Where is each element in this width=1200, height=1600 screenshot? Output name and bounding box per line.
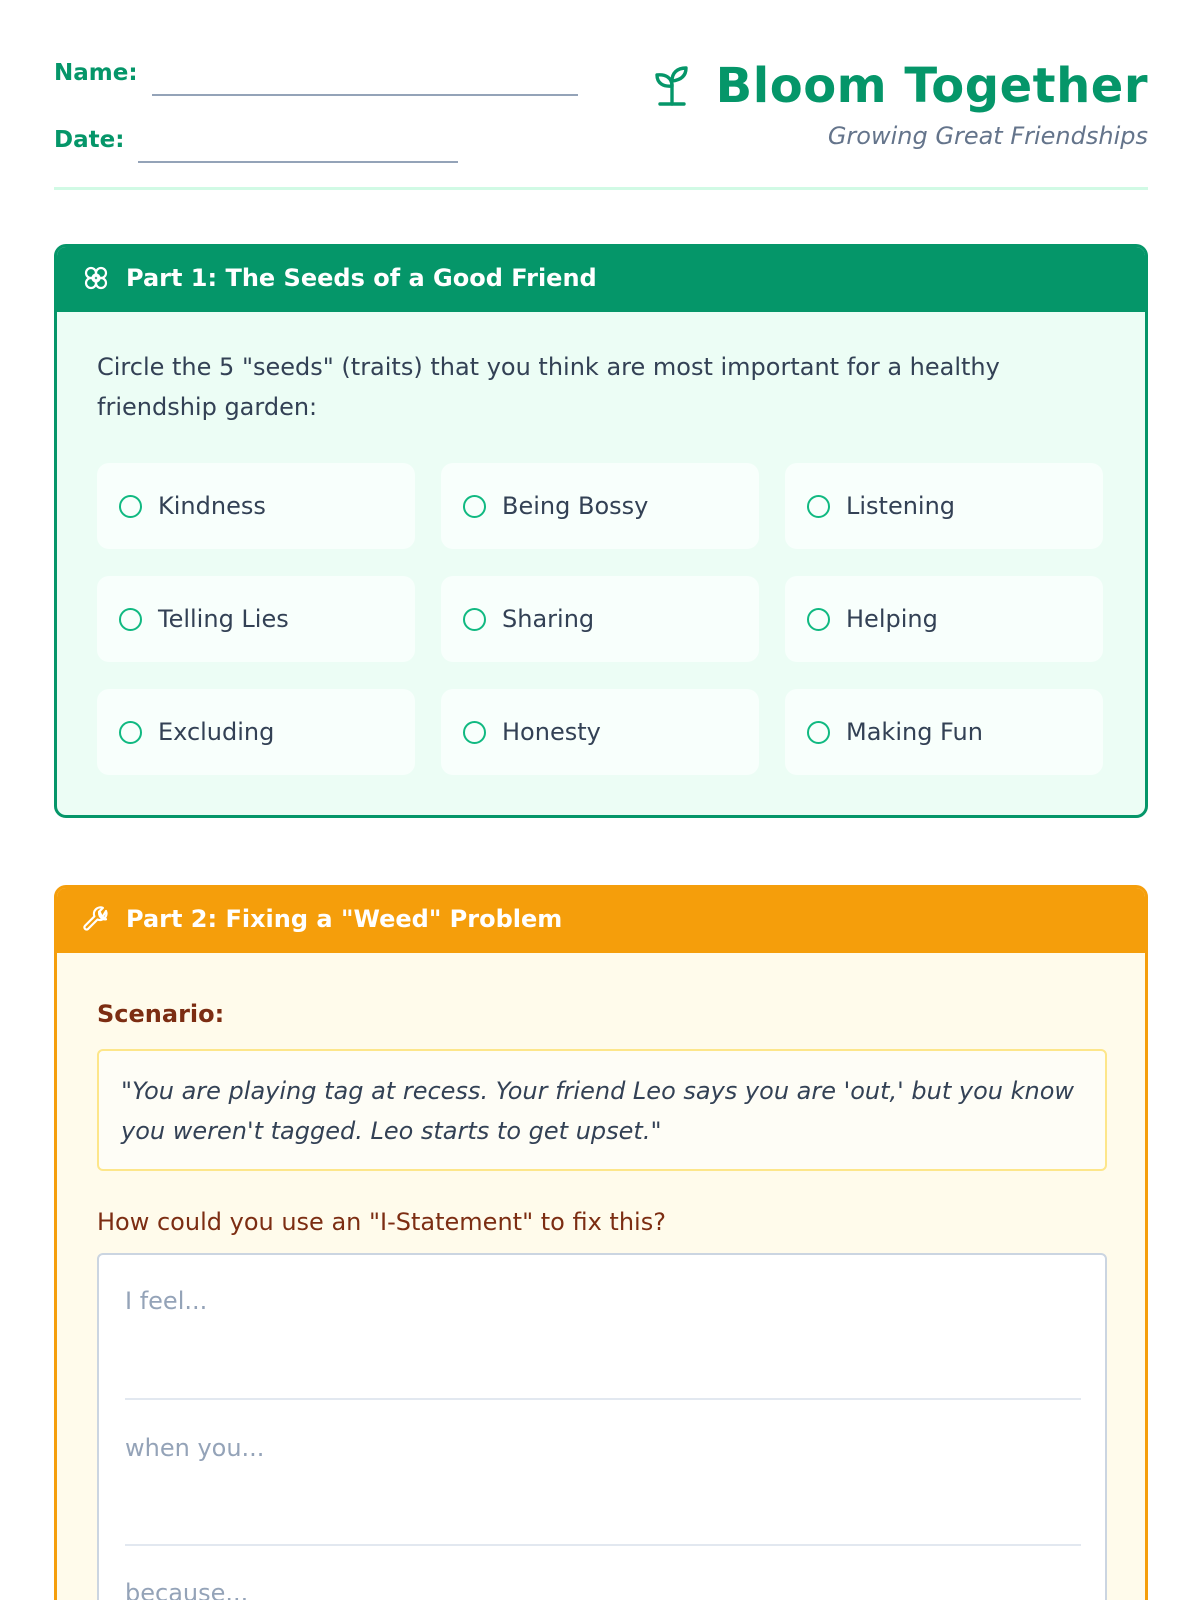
part1-header xyxy=(54,244,1148,312)
part2-header xyxy=(54,885,1148,953)
part1-card xyxy=(54,244,1148,818)
i-statement-question: How could you use an "I-Statement" to fix this? xyxy=(97,1208,666,1236)
trait-label: Honesty xyxy=(502,718,601,746)
radio-circle[interactable] xyxy=(119,608,142,631)
trait-label: Listening xyxy=(846,492,956,520)
trait-label: Being Bossy xyxy=(502,492,649,520)
wrench-icon xyxy=(80,903,112,935)
writing-line[interactable] xyxy=(125,1398,1081,1400)
trait-option-honesty[interactable] xyxy=(441,689,759,775)
trait-label: Making Fun xyxy=(846,718,983,746)
part1-instruction: Circle the 5 "seeds" (traits) that you think are most important for a healthy friendship garden: xyxy=(97,353,1000,421)
part1-title: Part 1: The Seeds of a Good Friend xyxy=(126,264,597,292)
writing-line[interactable] xyxy=(125,1544,1081,1546)
name-input-line[interactable] xyxy=(152,72,578,96)
scenario-text: "You are playing tag at recess. Your friend Leo says you are 'out,' but you know you weren't tagged. Leo starts to get upset." xyxy=(97,1049,1107,1171)
trait-label: Kindness xyxy=(158,492,266,520)
trait-option-telling-lies[interactable] xyxy=(97,576,415,662)
sprout-icon xyxy=(652,64,696,108)
scenario-label: Scenario: xyxy=(97,1000,225,1028)
i-statement-answer-box[interactable] xyxy=(97,1253,1107,1600)
trait-option-kindness[interactable] xyxy=(97,463,415,549)
brand-subtitle: Growing Great Friendships xyxy=(827,122,1148,150)
date-input-line[interactable] xyxy=(138,139,458,163)
trait-option-making-fun[interactable] xyxy=(785,689,1103,775)
radio-circle[interactable] xyxy=(807,721,830,744)
trait-grid xyxy=(97,463,1107,775)
trait-label: Telling Lies xyxy=(158,605,289,633)
name-label: Name: xyxy=(54,60,138,86)
part2-card xyxy=(54,885,1148,1600)
prompt-i-feel: I feel... xyxy=(125,1287,208,1315)
worksheet-header xyxy=(54,50,1148,190)
trait-option-sharing[interactable] xyxy=(441,576,759,662)
name-field[interactable] xyxy=(54,60,578,86)
header-divider xyxy=(54,187,1148,190)
brand xyxy=(652,56,1148,150)
radio-circle[interactable] xyxy=(807,608,830,631)
radio-circle[interactable] xyxy=(807,495,830,518)
flower-icon xyxy=(80,262,112,294)
trait-option-listening[interactable] xyxy=(785,463,1103,549)
trait-label: Helping xyxy=(846,605,938,633)
trait-option-being-bossy[interactable] xyxy=(441,463,759,549)
part2-title: Part 2: Fixing a "Weed" Problem xyxy=(126,905,563,933)
brand-title: Bloom Together xyxy=(715,58,1148,114)
date-label: Date: xyxy=(54,127,125,153)
trait-label: Excluding xyxy=(158,718,275,746)
radio-circle[interactable] xyxy=(463,721,486,744)
prompt-when-you: when you... xyxy=(125,1434,265,1462)
trait-option-excluding[interactable] xyxy=(97,689,415,775)
radio-circle[interactable] xyxy=(119,495,142,518)
prompt-because: because... xyxy=(125,1579,249,1600)
radio-circle[interactable] xyxy=(463,495,486,518)
radio-circle[interactable] xyxy=(119,721,142,744)
date-field[interactable] xyxy=(54,127,458,153)
radio-circle[interactable] xyxy=(463,608,486,631)
trait-label: Sharing xyxy=(502,605,595,633)
trait-option-helping[interactable] xyxy=(785,576,1103,662)
